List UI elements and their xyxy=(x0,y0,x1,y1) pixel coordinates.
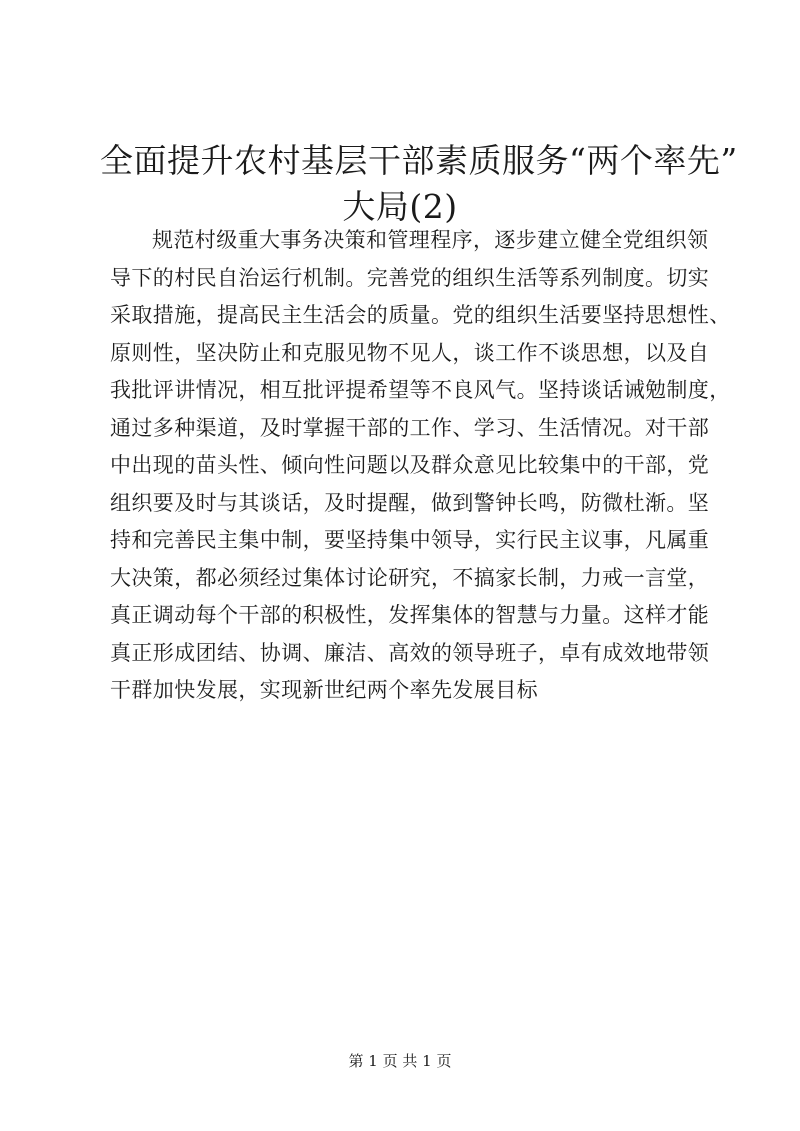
body-line: 规范村级重大事务决策和管理程序，逐步建立健全党组织领 xyxy=(152,228,709,252)
body-line: 采取措施，提高民主生活会的质量。党的组织生活要坚持思想性、 xyxy=(110,303,731,327)
body-line: 干群加快发展，实现新世纪两个率先发展目标 xyxy=(110,678,538,702)
body-paragraph xyxy=(110,222,731,710)
body-line: 导下的村民自治运行机制。完善党的组织生活等系列制度。切实 xyxy=(110,265,710,290)
body-line: 真正调动每个干部的积极性，发挥集体的智慧与力量。这样才能 xyxy=(110,603,710,627)
title-line: 全面提升农村基层干部素质服务“两个率先” xyxy=(100,141,738,180)
body-line: 组织要及时与其谈话，及时提醒，做到警钟长鸣，防微杜渐。坚 xyxy=(110,490,710,515)
body-line: 持和完善民主集中制，要坚持集中领导，实行民主议事，凡属重 xyxy=(110,528,710,552)
page-number-footer: 第 1 页 共 1 页 xyxy=(348,1052,452,1070)
body-line: 原则性，坚决防止和克服见物不见人，谈工作不谈思想，以及自 xyxy=(110,340,710,365)
title-line: 大局(2) xyxy=(342,187,458,226)
body-line: 通过多种渠道，及时掌握干部的工作、学习、生活情况。对干部 xyxy=(110,415,710,440)
body-line: 我批评讲情况，相互批评提希望等不良风气。坚持谈话诫勉制度， xyxy=(110,378,731,402)
document-title xyxy=(100,138,738,230)
body-line: 真正形成团结、协调、廉洁、高效的领导班子，卓有成效地带领 xyxy=(110,640,710,665)
body-line: 大决策，都必须经过集体讨论研究，不搞家长制，力戒一言堂， xyxy=(110,565,710,590)
body-line: 中出现的苗头性、倾向性问题以及群众意见比较集中的干部，党 xyxy=(110,453,710,477)
